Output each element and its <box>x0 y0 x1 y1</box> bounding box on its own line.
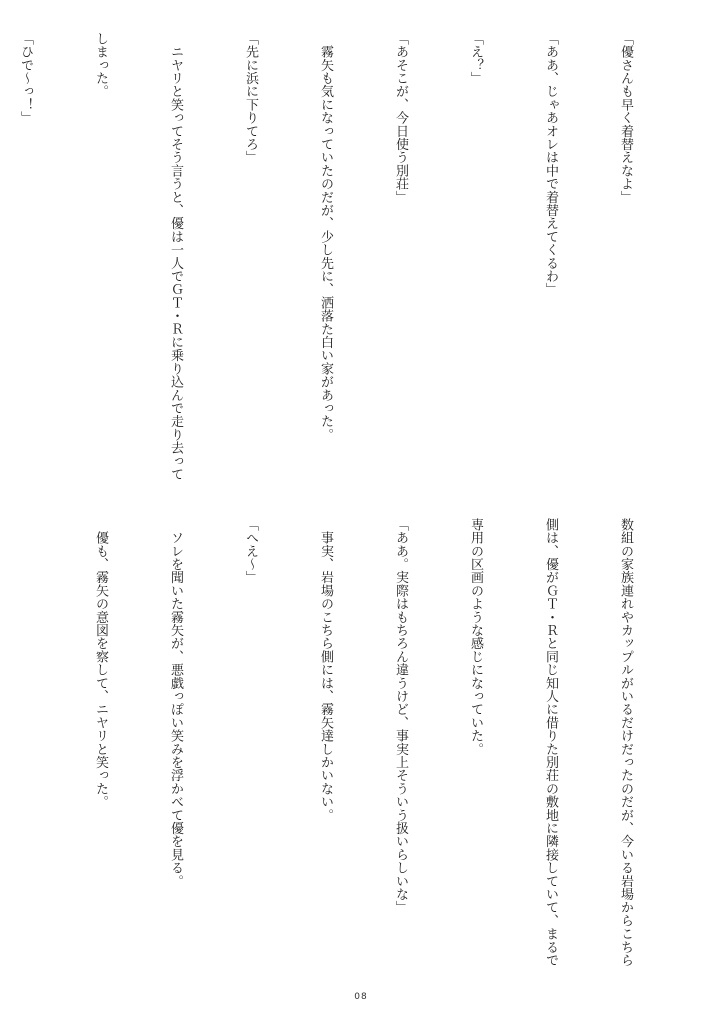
text-column: 「あそこが、今日使う別荘」 <box>393 32 408 204</box>
text-column: 事実、岩場のこちら側には、霧矢達しかいない。 <box>318 518 333 822</box>
text-column: 優も、霧矢の意図を察して、ニヤリと笑った。 <box>93 518 108 809</box>
text-column: しまった。 <box>93 32 108 98</box>
page-number: 08 <box>354 992 368 1002</box>
text-column: 「ひで〜っ！」 <box>18 32 33 125</box>
text-column: 「ああ。実際はもちろん違うけど、事実上そういう扱いらしいな」 <box>393 518 408 914</box>
text-column: 霧矢も気になっていたのだが、少し先に、洒落た白い家があった。 <box>318 32 333 442</box>
text-column: 「へえ〜」 <box>243 518 258 584</box>
text-column: 数組の家族連れやカップルがいるだけだったのだが、今いる岩場からこちら <box>618 518 633 967</box>
text-column: ニヤリと笑ってそう言うと、優は一人でＧＴ・Ｒに乗り込んで走り去って <box>168 32 183 481</box>
text-column: 「先に浜に下りてろ」 <box>243 32 258 164</box>
text-column: 「え？」 <box>468 32 483 85</box>
text-column: 側は、優がＧＴ・Ｒと同じ知人に借りた別荘の敷地に隣接していて、まるで <box>543 518 558 967</box>
text-block-upper <box>18 32 688 494</box>
text-block-lower <box>33 518 688 978</box>
text-column: 「優さんも早く着替えなよ」 <box>618 32 633 204</box>
text-column: 「ああ、じゃあオレは中で着替えてくるわ」 <box>543 32 558 296</box>
text-column: ソレを聞いた霧矢が、悪戯っぽい笑みを浮かべて優を見る。 <box>168 518 183 888</box>
text-column: 専用の区画のような感じになっていた。 <box>468 518 483 756</box>
